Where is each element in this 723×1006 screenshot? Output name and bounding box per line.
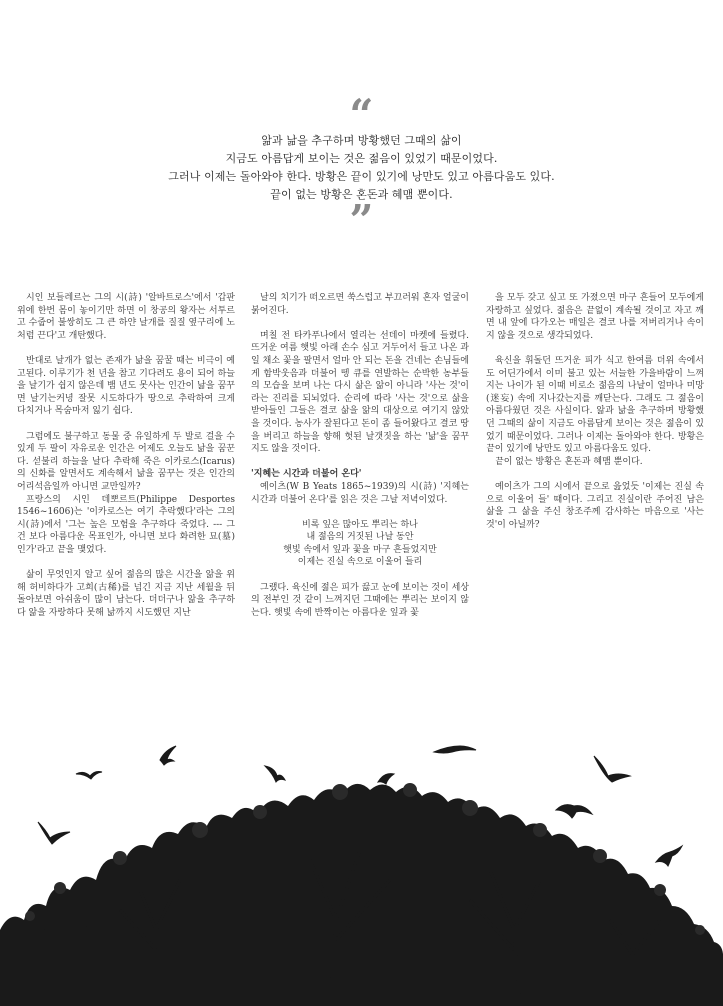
pull-quote — [0, 90, 723, 245]
paragraph: 프랑스의 시인 데뽀르트(Philippe Desportes 1546~1606)는 '이카로스는 여기 추락했다'라는 그의 시(詩)에서 '그는 높은 모험을 추구하다 죽었다. --- 그 건 보다 아름다운 목표인가, 아니면 보다 화려한 묘(墓)인가'라고 끝을 맺었다. — [17, 494, 235, 555]
paragraph: 을 모두 갖고 싶고 또 가졌으면 마구 흔들어 모두에게 자랑하고 싶었다. 젊음은 끝없이 계속될 것이고 자고 깨면 내 앞에 다가오는 매일은 결코 나를 저버리거나 속이지 않을 것으로 생각되었다. — [486, 293, 704, 341]
paragraph: 예이츠가 그의 시에서 끝으로 읊었듯 '이제는 진실 속으로 이울어 들' 때이다. 그리고 진실이란 주어진 남은 삶을 그 삶을 주신 창조주께 감사하는 마음으로 '사는 것'이 아닐까? — [486, 481, 704, 530]
poem-line: 이제는 진실 속으로 이울어 들리 — [297, 557, 423, 568]
article-column-3 — [486, 292, 704, 544]
section-subhead: '지혜는 시간과 더불어 온다' — [251, 469, 362, 480]
poem-excerpt — [251, 519, 469, 569]
close-quote-icon: ” — [349, 196, 374, 245]
paragraph: 끝이 없는 방황은 혼돈과 혜맴 뿐이다. — [495, 456, 643, 467]
paragraph: 반대로 날개가 없는 존재가 낢을 꿈꿀 때는 비극이 예고된다. 이루기가 천 년을 참고 기다려도 용이 되어 하늘을 날기가 쉽지 않은데 뱀 년도 못사는 인간이 낢을 꿈꾸면 날기는커녕 잘못 시도하다가 땅으로 추락하여 크게 다치거나 목숨마저 잃기 쉽다. — [17, 355, 235, 417]
article-column-2 — [251, 292, 469, 632]
article-column-1 — [17, 292, 235, 632]
pull-quote-text — [0, 132, 723, 204]
bird-icon — [76, 772, 102, 780]
bird-icon — [556, 805, 592, 818]
bird-icon — [38, 822, 70, 844]
pull-quote-line: 앎과 낢을 추구하며 방황했던 그때의 삶이 — [261, 134, 462, 147]
bird-icon — [656, 846, 682, 866]
paragraph: 그랬다. 육신에 젊은 피가 끓고 눈에 보이는 것이 세상의 전부인 것 같이 느껴지던 그때에는 뿌리는 보이지 않는다. 햇빛 속에 반짝이는 아름다운 잎과 꽃 — [251, 582, 469, 618]
article-body — [17, 292, 707, 672]
pull-quote-line: 끝이 없는 방황은 혼돈과 혜맴 뿐이다. — [270, 188, 453, 201]
pull-quote-line: 지금도 아름답게 보이는 것은 젊음이 있었기 때문이었다. — [225, 152, 498, 165]
paragraph: 날의 치기가 떠오르면 쑥스럽고 부끄러워 혼자 얼굴이 붉어진다. — [251, 293, 469, 316]
trees-and-birds-icon — [0, 730, 723, 1006]
bird-icon — [160, 746, 176, 765]
bird-icon — [434, 746, 476, 753]
poem-line: 햇빛 속에서 잎과 꽃을 마구 흔들었지만 — [283, 544, 437, 555]
poem-line: 비록 잎은 많아도 뿌리는 하나 — [302, 519, 418, 530]
open-quote-icon: “ — [349, 90, 374, 139]
poem-line: 내 젊음의 거짓된 나날 동안 — [306, 532, 414, 543]
bird-icon — [265, 766, 285, 782]
pull-quote-line: 그러나 이제는 돌아와야 한다. 방황은 끝이 있기에 낭만도 있고 아름다움도 있다. — [168, 170, 555, 183]
bird-icon — [594, 756, 630, 782]
paragraph: 삶이 무엇인지 알고 싶어 젊음의 많은 시간을 앎을 위해 허비하다가 고희(古稀)를 넘긴 지금 지난 세월을 뒤돌아보면 아쉬움이 많이 남는다. 더더구나 앎을 추구하다 앎을 자랑하다 못해 낢까지 시도했던 지난 — [17, 570, 235, 618]
paragraph: 육신을 휘돌던 뜨거운 피가 식고 한여름 더위 속에서도 어딘가에서 이미 불고 있는 서늘한 가을바람이 느껴지는 나이가 된 이때 비로소 젊음의 나날이 얼마나 미망(迷妄) 속에 지나갔는지를 깨닫는다. 그래도 그 젊음이 아름다웠던 것은 사실이다. 앎과 낢을 추구하며 방황했던 그때의 삶이 지금도 아름답게 보이는 것은 젊음이 있었기 때문이었다. 그러나 이제는 돌아와야 한다. 방황은 끝이 있기에 낭만도 있고 아름다움도 있다. — [486, 355, 704, 455]
paragraph: 그럼에도 불구하고 동물 중 유일하게 두 발로 걸을 수 있게 두 팔이 자유로운 인간은 어제도 오늘도 낢을 꿈꾼다. 섣불리 하늘을 날다 추락해 죽은 이카로스(Icarus)의 신화를 알면서도 계속해서 낢을 꿈꾸는 것은 인간의 어리석음일까 아니면 교만일까? — [17, 431, 235, 492]
bird-icon — [378, 774, 394, 784]
paragraph: 시인 보들레르는 그의 시(詩) '알바트로스'에서 '갑판 위에 한번 몸이 놓이기만 하면 이 창공의 왕자는 서투르고 수줍어 불쌍히도 그 큰 하얀 날개를 질질 옆구리에 노처럼 끈다'고 개탄했다. — [17, 293, 235, 341]
paragraph: 며칠 전 타카푸나에서 열리는 선데이 마켓에 들렸다. 뜨거운 여름 햇빛 아래 손수 심고 거두어서 들고 나온 과일 채소 꽃을 팔면서 얼마 안 되는 돈을 건네는 손님들에게 함박웃음과 더불어 뗑 큐를 연발하는 순박한 농부들의 모습을 보며 나는 다시 삶은 앎이 아니라 '사는 것'이라는 진리를 되뇌었다. 순리에 따라 '사는 것'으로 삶을 받아들인 그들은 결코 삶을 앎의 대상으로 여기지 않았을 것이다. 농사가 잘된다고 돈이 좀 들어왔다고 결코 땅을 버리고 하늘을 향해 헛된 날갯짓을 하는 '낢'을 꿈꾸지도 않을 것이다. — [251, 330, 469, 455]
paragraph: 예이츠(W B Yeats 1865~1939)의 시(詩) '지혜는 시간과 더불어 온다'를 읽은 것은 그날 저녁이었다. — [251, 481, 469, 505]
tree-canopy — [0, 784, 723, 1006]
